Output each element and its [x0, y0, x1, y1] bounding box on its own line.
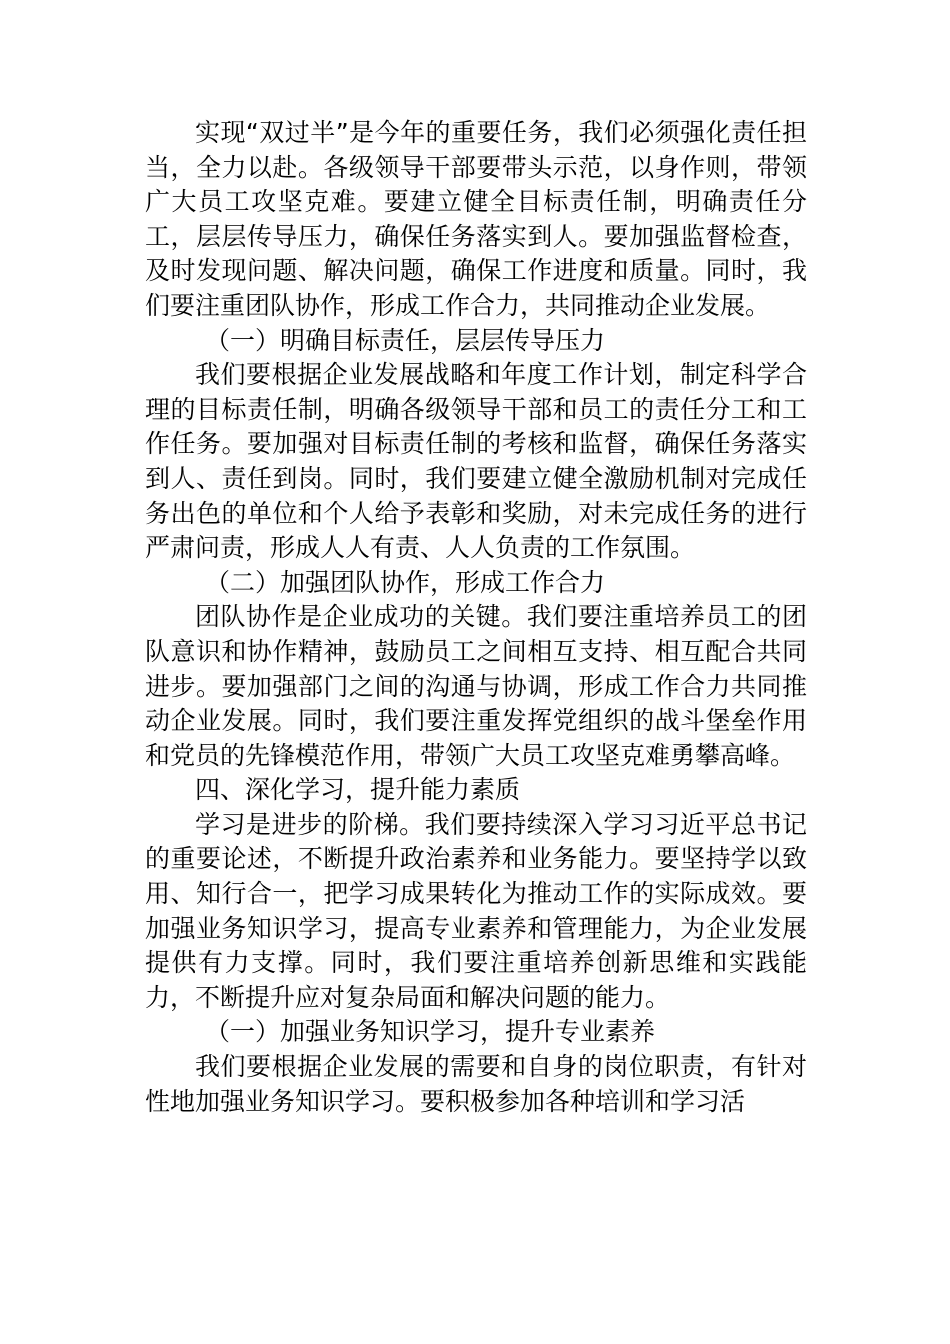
- sub-heading: （一）明确目标责任，层层传导压力: [205, 325, 606, 355]
- sub-heading: （一）加强业务知识学习，提升专业素养: [205, 1017, 656, 1047]
- body-paragraph: 我们要根据企业发展的需要和自身的岗位职责，有针对性地加强业务知识学习。要积极参加各种培训和学习活: [145, 1052, 807, 1116]
- body-paragraph: 学习是进步的阶梯。我们要持续深入学习习近平总书记的重要论述，不断提升政治素养和业务能力。要坚持学以致用、知行合一，把学习成果转化为推动工作的实际成效。要加强业务知识学习，提高专业素养和管理能力，为企业发展提供有力支撑。同时，我们要注重培养创新思维和实践能力，不断提升应对复杂局面和解决问题的能力。: [145, 809, 807, 1012]
- body-paragraph: 我们要根据企业发展战略和年度工作计划，制定科学合理的目标责任制，明确各级领导干部和员工的责任分工和工作任务。要加强对目标责任制的考核和监督，确保任务落实到人、责任到岗。同时，我们要建立健全激励机制对完成任务出色的单位和个人给予表彰和奖励，对未完成任务的进行严肃问责，形成人人有责、人人负责的工作氛围。: [145, 360, 807, 563]
- body-paragraph: 实现“双过半”是今年的重要任务，我们必须强化责任担当，全力以赴。各级领导干部要带头示范，以身作则，带领广大员工攻坚克难。要建立健全目标责任制，明确责任分工，层层传导压力，确保任务落实到人。要加强监督检查，及时发现问题、解决问题，确保工作进度和质量。同时，我们要注重团队协作，形成工作合力，共同推动企业发展。: [145, 118, 807, 320]
- sub-heading: （二）加强团队协作，形成工作合力: [205, 567, 606, 597]
- section-heading: 四、深化学习，提升能力素质: [195, 775, 521, 805]
- document-page: [145, 116, 807, 1119]
- body-paragraph: 团队协作是企业成功的关键。我们要注重培养员工的团队意识和协作精神，鼓励员工之间相互支持、相互配合共同进步。要加强部门之间的沟通与协调，形成工作合力共同推动企业发展。同时，我们要注重发挥党组织的战斗堡垒作用和党员的先锋模范作用，带领广大员工攻坚克难勇攀高峰。: [145, 602, 807, 770]
